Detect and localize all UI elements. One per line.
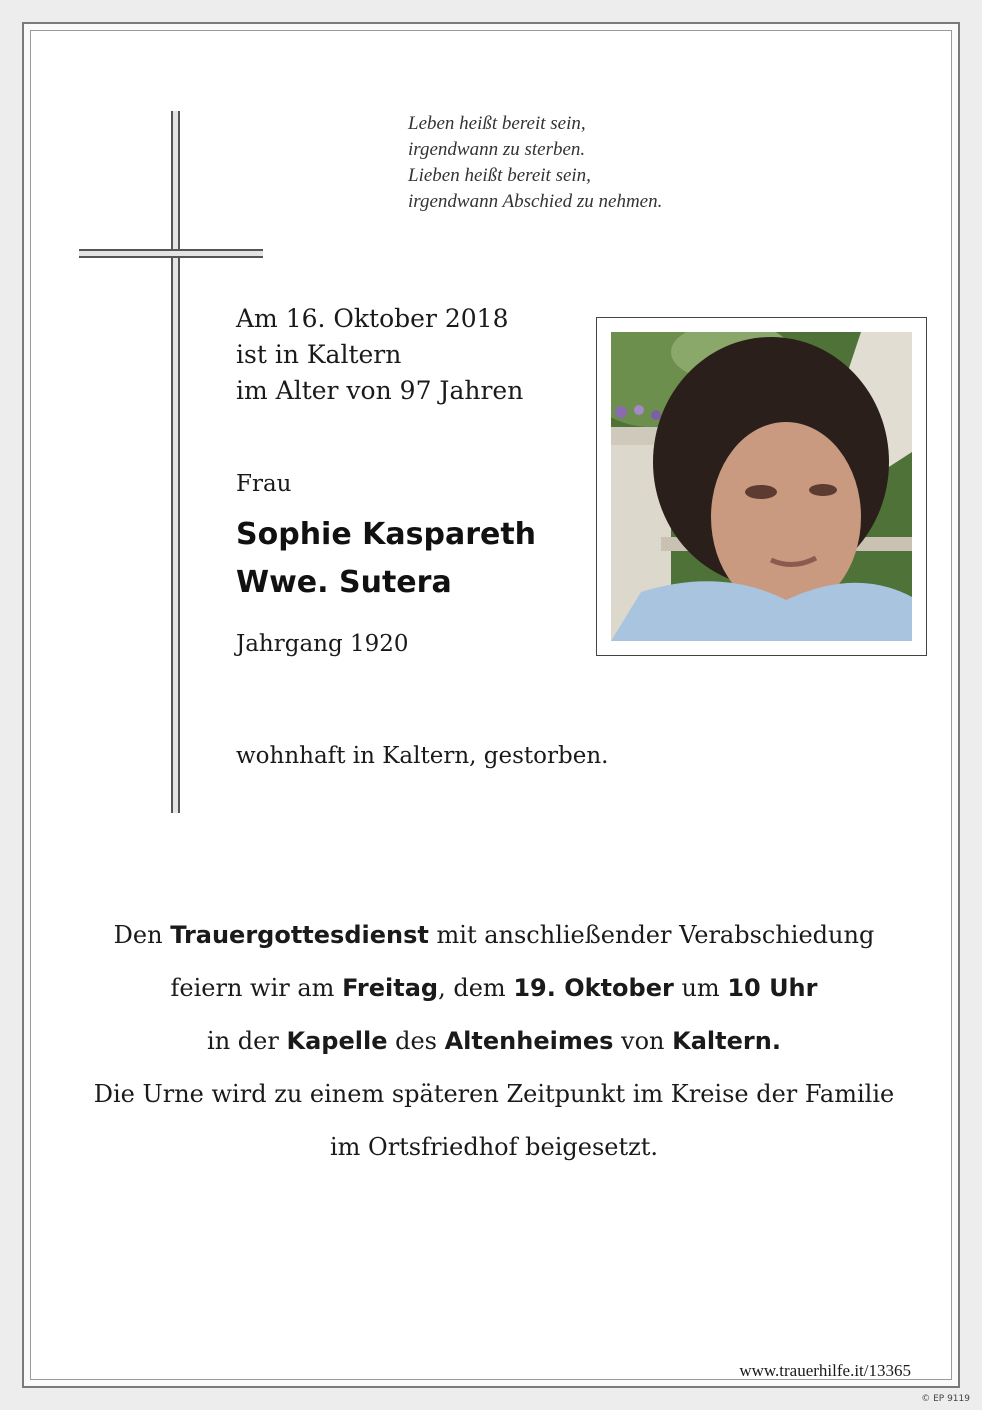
print-code: © EP 9119 [921,1394,970,1404]
poem-line: Lieben heißt bereit sein, [408,165,591,186]
name-line-2: Wwe. Sutera [236,565,452,600]
poem [408,111,808,215]
text-span: Den [113,921,171,949]
service-date: 19. Oktober [513,974,674,1002]
poem-line: irgendwann zu sterben. [408,139,586,160]
name-line-1: Sophie Kaspareth [236,517,537,552]
funeral-line-2 [31,962,957,1015]
service-time: 10 Uhr [727,974,818,1002]
service-venue: Kapelle [286,1027,388,1055]
text-span: um [673,974,728,1002]
poem-line: Leben heißt bereit sein, [408,113,586,134]
deceased-name [236,511,536,607]
cross-vertical-beam [171,111,180,813]
intro-line-age: im Alter von 97 Jahren [236,376,524,405]
cross-horizontal-beam [79,249,263,258]
text-span: in der [207,1027,287,1055]
service-weekday: Freitag [342,974,439,1002]
text-span: des [387,1027,445,1055]
funeral-notice [31,909,957,1174]
honorific: Frau [236,471,292,497]
portrait-photo [611,332,912,641]
birth-year: Jahrgang 1920 [236,631,409,657]
photo-frame [596,317,927,656]
outer-border [22,22,960,1388]
funeral-line-3 [31,1015,957,1068]
text-span: , dem [438,974,514,1002]
funeral-line-1 [31,909,957,962]
obituary-card [30,30,952,1380]
text-span: mit anschließender Verabschiedung [428,921,875,949]
residence-line: wohnhaft in Kaltern, gestorben. [236,743,609,769]
service-town: Kaltern. [672,1027,781,1055]
text-span: feiern wir am [170,974,343,1002]
death-announcement [236,301,586,409]
service-type: Trauergottesdienst [170,921,429,949]
website-link[interactable]: www.trauerhilfe.it/13365 [739,1361,911,1380]
intro-line-date: Am 16. Oktober 2018 [236,304,509,333]
funeral-line-4: Die Urne wird zu einem späteren Zeitpunkt im Kreise der Familie [93,1080,895,1108]
intro-line-place: ist in Kaltern [236,340,402,369]
portrait-illustration [611,332,912,641]
poem-line: irgendwann Abschied zu nehmen. [408,191,663,212]
text-span: von [613,1027,673,1055]
funeral-line-5: im Ortsfriedhof beigesetzt. [329,1133,659,1161]
service-institution: Altenheimes [444,1027,614,1055]
